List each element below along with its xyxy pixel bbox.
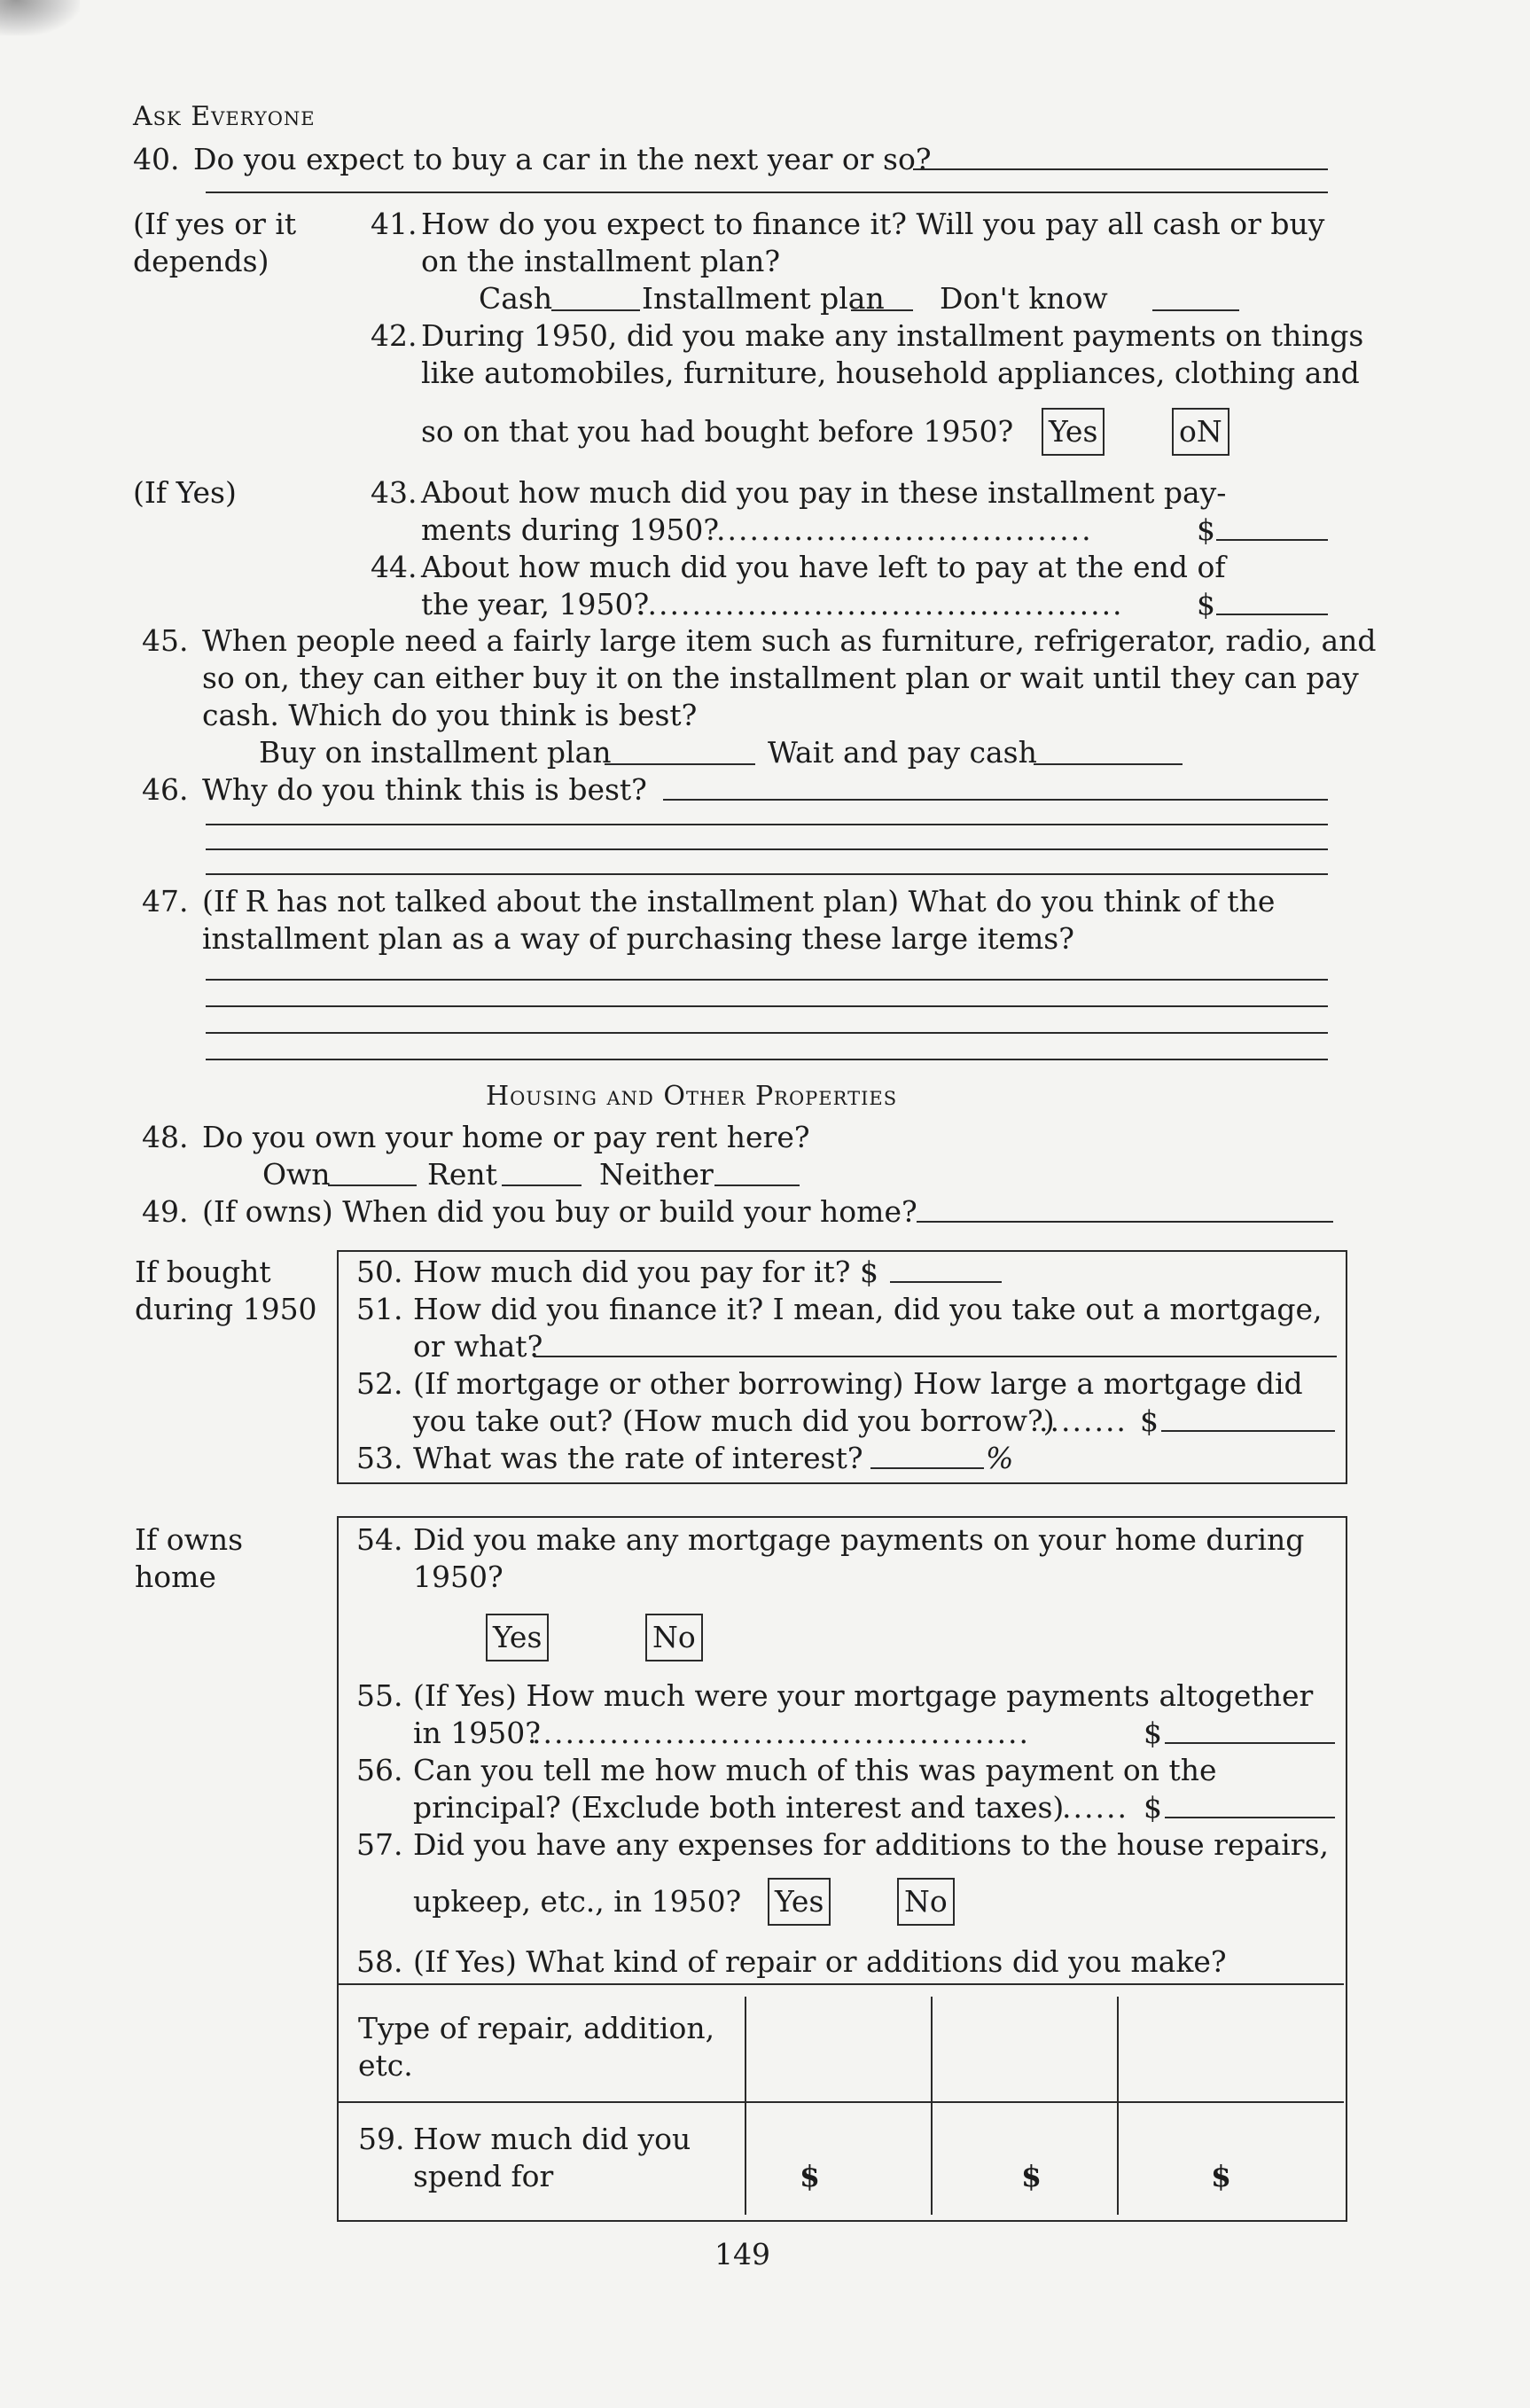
q44-line1: About how much did you have left to pay at the end of bbox=[421, 550, 1226, 584]
q48-neither-blank[interactable] bbox=[714, 1184, 800, 1186]
q52-dollar: $ bbox=[1140, 1403, 1159, 1438]
q42-line2: like automobiles, furniture, household appliances, clothing and bbox=[421, 356, 1360, 390]
q46-text: Why do you think this is best? bbox=[202, 772, 647, 807]
section-divider bbox=[206, 192, 1328, 193]
q49-number: 49. bbox=[142, 1194, 189, 1229]
table-row2-number: 59. bbox=[358, 2122, 405, 2156]
q54-line1: Did you make any mortgage payments on your home during bbox=[413, 1522, 1305, 1557]
q46-answer-line-1[interactable] bbox=[663, 799, 1328, 801]
q53-percent: % bbox=[986, 1441, 1014, 1475]
repair-table-top-rule bbox=[339, 1983, 1344, 1985]
table-dollar-col2[interactable]: $ bbox=[1021, 2159, 1042, 2193]
q57-yes-box[interactable]: Yes bbox=[768, 1878, 831, 1926]
q45-line2: so on, they can either buy it on the installment plan or wait until they can pay bbox=[202, 661, 1359, 695]
q43-dollar: $ bbox=[1197, 512, 1215, 547]
q41-number: 41. bbox=[371, 207, 418, 241]
q43-leader-dots: .................................. bbox=[716, 512, 1093, 547]
page-corner-shadow bbox=[0, 0, 80, 35]
q51-number: 51. bbox=[356, 1292, 403, 1326]
q41-option-dont-know: Don't know bbox=[940, 281, 1108, 316]
table-row2-label-line1: How much did you bbox=[413, 2122, 691, 2156]
table-row1-label-line1: Type of repair, addition, bbox=[358, 2011, 715, 2045]
q45-option-wait: Wait and pay cash bbox=[768, 735, 1037, 770]
repair-table-row-rule bbox=[339, 2101, 1344, 2103]
q47-answer-line-4[interactable] bbox=[206, 1059, 1328, 1060]
q58-text: (If Yes) What kind of repair or additions did you make? bbox=[413, 1944, 1227, 1979]
table-dollar-col3[interactable]: $ bbox=[1211, 2159, 1231, 2193]
q44-dollar: $ bbox=[1197, 587, 1215, 622]
q52-number: 52. bbox=[356, 1366, 403, 1401]
q51-line1: How did you finance it? I mean, did you take out a mortgage, bbox=[413, 1292, 1323, 1326]
q42-number: 42. bbox=[371, 318, 418, 353]
q54-yes-box[interactable]: Yes bbox=[486, 1614, 549, 1661]
q46-answer-line-2[interactable] bbox=[206, 824, 1328, 825]
q56-dollar: $ bbox=[1144, 1790, 1162, 1825]
page-number: 149 bbox=[714, 2237, 770, 2271]
q52-line2: you take out? (How much did you borrow?) bbox=[413, 1403, 1055, 1438]
condition-if-bought-line2: during 1950 bbox=[135, 1292, 317, 1326]
q42-line3: so on that you had bought before 1950? bbox=[421, 414, 1014, 449]
q45-number: 45. bbox=[142, 623, 189, 658]
q52-leader-dots: ........ bbox=[1039, 1403, 1128, 1438]
q50-text: How much did you pay for it? $ bbox=[413, 1255, 878, 1289]
q45-option-buy: Buy on installment plan bbox=[259, 735, 612, 770]
q57-line2: upkeep, etc., in 1950? bbox=[413, 1884, 742, 1919]
q47-answer-line-3[interactable] bbox=[206, 1032, 1328, 1034]
q57-number: 57. bbox=[356, 1827, 403, 1862]
q50-answer-line[interactable] bbox=[890, 1281, 1002, 1283]
q53-answer-line[interactable] bbox=[870, 1467, 984, 1469]
q55-answer-line[interactable] bbox=[1165, 1742, 1335, 1744]
q45-wait-blank[interactable] bbox=[1034, 763, 1183, 765]
q56-leader-dots: ...... bbox=[1062, 1790, 1128, 1825]
q48-own-blank[interactable] bbox=[328, 1184, 417, 1186]
repair-table-col-divider-1 bbox=[745, 1997, 746, 2215]
q46-answer-line-4[interactable] bbox=[206, 873, 1328, 875]
q42-no-box[interactable]: oN bbox=[1172, 408, 1229, 456]
q53-text: What was the rate of interest? bbox=[413, 1441, 863, 1475]
condition-if-bought-line1: If bought bbox=[135, 1255, 271, 1289]
repair-table-col-divider-3 bbox=[1117, 1997, 1119, 2215]
q48-option-neither: Neither bbox=[599, 1157, 714, 1192]
q45-line1: When people need a fairly large item such as furniture, refrigerator, radio, and bbox=[202, 623, 1377, 658]
condition-yes-depends-line1: (If yes or it bbox=[133, 207, 297, 241]
q44-leader-dots: ............................................ bbox=[636, 587, 1124, 622]
q48-rent-blank[interactable] bbox=[502, 1184, 582, 1186]
q40-answer-line[interactable] bbox=[913, 168, 1328, 170]
table-row1-label-line2: etc. bbox=[358, 2048, 413, 2083]
q55-number: 55. bbox=[356, 1678, 403, 1713]
q55-line2: in 1950? bbox=[413, 1716, 541, 1750]
q41-option-cash: Cash bbox=[479, 281, 553, 316]
q41-option-installment: Installment plan bbox=[642, 281, 885, 316]
q41-line1: How do you expect to finance it? Will you pay all cash or buy bbox=[421, 207, 1325, 241]
q46-answer-line-3[interactable] bbox=[206, 848, 1328, 850]
q47-answer-line-1[interactable] bbox=[206, 979, 1328, 981]
table-dollar-col1[interactable]: $ bbox=[800, 2159, 820, 2193]
q57-no-box[interactable]: No bbox=[897, 1878, 955, 1926]
q43-line2: ments during 1950? bbox=[421, 512, 720, 547]
q40-number: 40. bbox=[133, 142, 180, 176]
q49-text: (If owns) When did you buy or build your home? bbox=[202, 1194, 917, 1229]
q48-number: 48. bbox=[142, 1120, 189, 1154]
q47-number: 47. bbox=[142, 884, 189, 919]
q54-no-box[interactable]: No bbox=[645, 1614, 703, 1661]
q44-line2: the year, 1950? bbox=[421, 587, 650, 622]
q48-text: Do you own your home or pay rent here? bbox=[202, 1120, 810, 1154]
q44-answer-line[interactable] bbox=[1216, 614, 1328, 615]
q41-line2: on the installment plan? bbox=[421, 244, 781, 278]
repair-table-col-divider-2 bbox=[931, 1997, 933, 2215]
q43-answer-line[interactable] bbox=[1216, 539, 1328, 541]
q42-line1: During 1950, did you make any installment payments on things bbox=[421, 318, 1364, 353]
q41-installment-blank[interactable] bbox=[851, 309, 913, 311]
q49-answer-line[interactable] bbox=[917, 1221, 1333, 1223]
q52-answer-line[interactable] bbox=[1161, 1430, 1335, 1432]
q48-option-own: Own bbox=[262, 1157, 331, 1192]
q44-number: 44. bbox=[371, 550, 418, 584]
q54-line2: 1950? bbox=[413, 1560, 503, 1594]
q47-answer-line-2[interactable] bbox=[206, 1005, 1328, 1007]
q56-number: 56. bbox=[356, 1753, 403, 1787]
condition-if-yes: (If Yes) bbox=[133, 475, 237, 510]
q46-number: 46. bbox=[142, 772, 189, 807]
section-heading-housing: Housing and Other Properties bbox=[486, 1081, 898, 1112]
q45-buy-blank[interactable] bbox=[605, 763, 755, 765]
q41-dont-know-blank[interactable] bbox=[1152, 309, 1239, 311]
q56-line1: Can you tell me how much of this was payment on the bbox=[413, 1753, 1217, 1787]
q58-number: 58. bbox=[356, 1944, 403, 1979]
q47-line1: (If R has not talked about the installment plan) What do you think of the bbox=[202, 884, 1276, 919]
q57-line1: Did you have any expenses for additions to the house repairs, bbox=[413, 1827, 1329, 1862]
q55-dollar: $ bbox=[1144, 1716, 1162, 1750]
q51-line2: or what? bbox=[413, 1329, 543, 1364]
section-heading-ask-everyone: Ask Everyone bbox=[133, 101, 316, 132]
condition-if-owns-line1: If owns bbox=[135, 1522, 244, 1557]
q51-answer-line[interactable] bbox=[534, 1356, 1337, 1357]
q55-line1: (If Yes) How much were your mortgage payments altogether bbox=[413, 1678, 1314, 1713]
q45-line3: cash. Which do you think is best? bbox=[202, 698, 698, 732]
q52-line1: (If mortgage or other borrowing) How large a mortgage did bbox=[413, 1366, 1303, 1401]
q56-answer-line[interactable] bbox=[1165, 1817, 1335, 1818]
table-row2-label-line2: spend for bbox=[413, 2159, 554, 2193]
q42-yes-box[interactable]: Yes bbox=[1042, 408, 1105, 456]
q41-cash-blank[interactable] bbox=[551, 309, 640, 311]
condition-yes-depends-line2: depends) bbox=[133, 244, 269, 278]
q43-number: 43. bbox=[371, 475, 418, 510]
q54-number: 54. bbox=[356, 1522, 403, 1557]
q43-line1: About how much did you pay in these installment pay- bbox=[421, 475, 1227, 510]
q48-option-rent: Rent bbox=[427, 1157, 497, 1192]
q50-number: 50. bbox=[356, 1255, 403, 1289]
q40-text: Do you expect to buy a car in the next year or so? bbox=[193, 142, 932, 176]
q47-line2: installment plan as a way of purchasing these large items? bbox=[202, 921, 1074, 956]
q53-number: 53. bbox=[356, 1441, 403, 1475]
q56-line2: principal? (Exclude both interest and taxes) bbox=[413, 1790, 1065, 1825]
q55-leader-dots: ............................................. bbox=[532, 1716, 1031, 1750]
condition-if-owns-line2: home bbox=[135, 1560, 216, 1594]
